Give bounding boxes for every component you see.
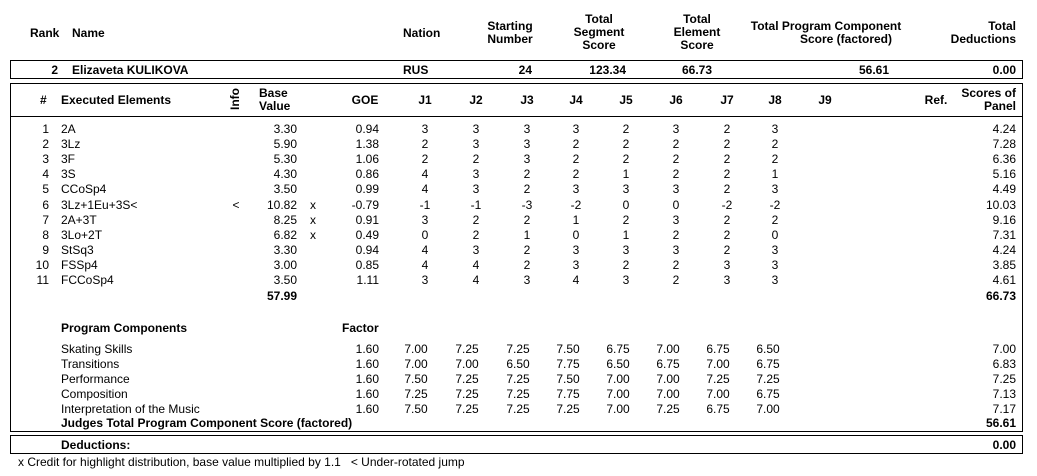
element-base-value: 3.50 <box>273 273 297 287</box>
element-judge-score: 2 <box>771 212 779 227</box>
element-bonus-mark: x <box>310 197 316 212</box>
element-goe: 0.86 <box>355 167 379 182</box>
header-tss-line1: Total <box>585 12 613 26</box>
element-judge-score: 3 <box>523 152 531 167</box>
element-name: StSq3 <box>61 242 94 257</box>
header-name: Name <box>72 26 105 40</box>
element-judge-score: 2 <box>723 242 731 257</box>
element-info: < <box>232 197 240 212</box>
element-judge-score: 3 <box>572 242 580 257</box>
component-judge-score: 7.25 <box>556 402 580 416</box>
header-scores-line1: Scores of <box>961 86 1016 100</box>
element-judge-score: 0 <box>421 227 429 242</box>
skater-starting-number: 24 <box>518 63 532 77</box>
element-bonus-mark: x <box>310 212 316 227</box>
component-panel-score: 7.00 <box>992 342 1016 356</box>
component-panel-score: 7.17 <box>992 402 1016 416</box>
header-judge-4: J4 <box>569 93 583 107</box>
header-element-number: # <box>40 93 47 107</box>
element-judge-score: -2 <box>570 197 582 212</box>
element-judge-score: 2 <box>622 122 630 136</box>
element-judge-score: 2 <box>523 242 531 257</box>
component-panel-score: 7.13 <box>992 387 1016 401</box>
element-judge-score: 3 <box>672 242 680 257</box>
element-base-value: 6.82 <box>273 227 297 242</box>
component-name: Interpretation of the Music <box>61 402 200 416</box>
element-judge-score: 3 <box>771 182 779 197</box>
header-judge-5: J5 <box>619 93 633 107</box>
component-judge-score: 7.00 <box>404 342 428 356</box>
header-nation: Nation <box>403 26 441 40</box>
element-judge-score: 3 <box>771 122 779 136</box>
element-judge-score: 3 <box>472 167 480 182</box>
element-goe: 0.91 <box>355 212 379 227</box>
component-factor: 1.60 <box>355 357 379 371</box>
deductions-label: Deductions: <box>61 438 131 452</box>
component-judge-score: 6.50 <box>506 357 530 371</box>
element-judge-score: 1 <box>572 212 580 227</box>
element-goe: 0.85 <box>355 257 379 272</box>
element-name: 3S <box>61 167 76 182</box>
component-judge-score: 7.50 <box>556 372 580 386</box>
element-number: 11 <box>36 273 49 287</box>
skater-tes: 66.73 <box>681 63 712 77</box>
element-panel-score: 3.85 <box>992 257 1016 272</box>
element-number: 5 <box>42 182 49 197</box>
element-judge-score: 1 <box>622 167 630 182</box>
element-judge-score: 3 <box>572 182 580 197</box>
element-judge-score: 3 <box>672 182 680 197</box>
element-base-value: 3.30 <box>273 242 297 257</box>
element-judge-score: 2 <box>523 212 531 227</box>
element-judge-score: 2 <box>523 167 531 182</box>
element-panel-score: 7.31 <box>992 227 1016 242</box>
component-judge-score: 6.75 <box>756 387 780 401</box>
component-judge-score: 7.00 <box>706 357 730 371</box>
element-base-value: 3.30 <box>273 122 297 136</box>
component-factor: 1.60 <box>355 387 379 401</box>
element-base-value: 5.30 <box>273 152 297 167</box>
skater-name: Elizaveta KULIKOVA <box>72 63 189 77</box>
element-judge-score: 2 <box>672 257 680 272</box>
element-base-value: 8.25 <box>273 212 297 227</box>
element-judge-score: 4 <box>421 182 429 197</box>
element-number: 7 <box>42 212 49 227</box>
element-judge-score: 3 <box>771 242 779 257</box>
element-judge-score: 3 <box>472 122 480 136</box>
element-judge-score: 2 <box>672 167 680 182</box>
element-judge-score: 2 <box>572 167 580 182</box>
element-number: 9 <box>42 242 49 257</box>
element-judge-score: -1 <box>419 197 431 212</box>
header-tss-line3: Score <box>582 38 616 52</box>
element-name: 3F <box>61 152 76 167</box>
header-judge-9: J9 <box>818 93 832 107</box>
element-judge-score: 2 <box>472 227 480 242</box>
element-panel-score: 7.28 <box>992 137 1016 152</box>
skater-rank: 2 <box>51 63 58 77</box>
header-judge-8: J8 <box>768 93 782 107</box>
element-judge-score: 0 <box>771 227 779 242</box>
component-judge-score: 7.25 <box>506 402 530 416</box>
header-tes-line1: Total <box>683 12 711 26</box>
element-judge-score: 2 <box>572 137 580 152</box>
element-judge-score: 4 <box>472 273 480 287</box>
element-panel-score: 4.49 <box>992 182 1016 197</box>
component-judge-score: 7.00 <box>606 387 630 401</box>
element-panel-score: 4.24 <box>992 242 1016 257</box>
element-judge-score: 3 <box>622 242 630 257</box>
element-judge-score: 2 <box>622 257 630 272</box>
component-factor: 1.60 <box>355 402 379 416</box>
element-judge-score: 3 <box>622 273 630 287</box>
element-name: FCCoSp4 <box>61 273 114 287</box>
element-judge-score: 2 <box>523 182 531 197</box>
element-judge-score: 2 <box>723 152 731 167</box>
header-pcs-line1: Total Program Component <box>750 19 902 33</box>
header-number-label: Number <box>487 32 533 46</box>
component-name: Composition <box>61 387 128 401</box>
element-judge-score: 3 <box>672 122 680 136</box>
element-judge-score: 3 <box>421 212 429 227</box>
element-panel-score: 4.61 <box>992 273 1016 287</box>
element-number: 2 <box>42 137 49 152</box>
element-base-value: 3.00 <box>273 257 297 272</box>
element-judge-score: 3 <box>622 182 630 197</box>
element-judge-score: 4 <box>421 167 429 182</box>
element-judge-score: 2 <box>723 227 731 242</box>
component-judge-score: 7.25 <box>506 372 530 386</box>
element-judge-score: -3 <box>521 197 533 212</box>
element-judge-score: 0 <box>622 197 630 212</box>
elements-base-total: 57.99 <box>266 289 297 303</box>
element-panel-score: 9.16 <box>992 212 1016 227</box>
element-judge-score: 0 <box>672 197 680 212</box>
component-judge-score: 7.25 <box>455 372 479 386</box>
element-judge-score: 2 <box>622 152 630 167</box>
component-judge-score: 7.25 <box>455 342 479 356</box>
component-judge-score: 7.25 <box>706 372 730 386</box>
component-judge-score: 7.00 <box>656 387 680 401</box>
element-judge-score: 2 <box>672 152 680 167</box>
element-name: 3Lz+1Eu+3S< <box>61 197 138 212</box>
element-name: FSSp4 <box>61 257 98 272</box>
element-judge-score: 3 <box>421 122 429 136</box>
header-judge-2: J2 <box>469 93 483 107</box>
element-judge-score: 3 <box>572 257 580 272</box>
element-name: 3Lz <box>61 137 81 152</box>
element-base-value: 5.90 <box>273 137 297 152</box>
component-judge-score: 7.25 <box>506 342 530 356</box>
element-panel-score: 5.16 <box>992 167 1016 182</box>
element-name: CCoSp4 <box>61 182 107 197</box>
element-judge-score: 3 <box>723 273 731 287</box>
element-judge-score: 3 <box>472 137 480 152</box>
components-total-value: 56.61 <box>985 416 1016 430</box>
component-judge-score: 7.75 <box>556 387 580 401</box>
header-judge-7: J7 <box>720 93 734 107</box>
element-judge-score: 3 <box>472 182 480 197</box>
header-judge-6: J6 <box>669 93 683 107</box>
element-number: 6 <box>42 197 49 212</box>
element-panel-score: 10.03 <box>985 197 1016 212</box>
element-judge-score: 4 <box>472 257 480 272</box>
header-scores-line2: Panel <box>983 99 1016 113</box>
header-judge-3: J3 <box>520 93 534 107</box>
header-ded-line1: Total <box>988 19 1016 33</box>
component-panel-score: 6.83 <box>992 357 1016 371</box>
skater-tss: 123.34 <box>589 63 626 77</box>
element-base-value: 3.50 <box>273 182 297 197</box>
element-judge-score: 1 <box>771 167 779 182</box>
element-panel-score: 6.36 <box>992 152 1016 167</box>
header-judge-1: J1 <box>418 93 432 107</box>
skater-nation: RUS <box>403 63 429 77</box>
element-judge-score: 2 <box>622 212 630 227</box>
element-judge-score: 2 <box>723 212 731 227</box>
element-name: 2A+3T <box>61 212 97 227</box>
elements-panel-total: 66.73 <box>985 289 1016 303</box>
component-factor: 1.60 <box>355 342 379 356</box>
element-judge-score: 2 <box>472 212 480 227</box>
element-judge-score: 2 <box>672 227 680 242</box>
element-judge-score: 3 <box>472 242 480 257</box>
component-judge-score: 7.25 <box>656 402 680 416</box>
component-judge-score: 7.25 <box>756 372 780 386</box>
element-number: 3 <box>42 152 49 167</box>
component-judge-score: 7.75 <box>556 357 580 371</box>
element-judge-score: 3 <box>723 257 731 272</box>
component-judge-score: 6.75 <box>706 342 730 356</box>
element-judge-score: 2 <box>723 167 731 182</box>
element-name: 2A <box>61 122 76 136</box>
element-judge-score: 3 <box>523 122 531 136</box>
header-starting-label: Starting <box>487 19 533 33</box>
component-judge-score: 7.00 <box>706 387 730 401</box>
element-judge-score: 2 <box>672 273 680 287</box>
element-judge-score: 2 <box>421 137 429 152</box>
element-judge-score: 2 <box>723 137 731 152</box>
element-judge-score: 4 <box>421 257 429 272</box>
deductions-value: 0.00 <box>992 438 1016 452</box>
element-judge-score: 2 <box>672 137 680 152</box>
element-judge-score: 2 <box>771 137 779 152</box>
element-goe: -0.79 <box>351 197 379 212</box>
element-name: 3Lo+2T <box>61 227 103 242</box>
header-goe: GOE <box>351 93 379 107</box>
header-ref: Ref. <box>924 93 948 107</box>
element-judge-score: 3 <box>771 257 779 272</box>
component-name: Skating Skills <box>61 342 133 356</box>
element-judge-score: 3 <box>572 122 580 136</box>
component-judge-score: 7.00 <box>656 342 680 356</box>
element-goe: 1.38 <box>355 137 379 152</box>
component-judge-score: 6.50 <box>606 357 630 371</box>
component-judge-score: 7.00 <box>606 402 630 416</box>
component-judge-score: 7.00 <box>455 357 479 371</box>
component-factor: 1.60 <box>355 372 379 386</box>
element-goe: 0.94 <box>355 122 379 136</box>
element-judge-score: 1 <box>622 227 630 242</box>
element-judge-score: 2 <box>771 152 779 167</box>
header-tes-line2: Element <box>673 25 721 39</box>
header-base-line2: Value <box>259 99 291 113</box>
element-judge-score: 2 <box>723 182 731 197</box>
skater-pcs: 56.61 <box>858 63 889 77</box>
skater-ded: 0.00 <box>992 63 1016 77</box>
element-judge-score: 4 <box>572 273 580 287</box>
element-panel-score: 4.24 <box>992 122 1016 136</box>
element-judge-score: 1 <box>523 227 531 242</box>
header-info: Info <box>228 88 242 110</box>
element-judge-score: 3 <box>672 212 680 227</box>
element-goe: 1.06 <box>355 152 379 167</box>
footnote: x Credit for highlight distribution, base value multiplied by 1.1 < Under-rotated jump <box>18 455 465 469</box>
header-rank: Rank <box>30 26 60 40</box>
element-bonus-mark: x <box>310 227 316 242</box>
components-total-label: Judges Total Program Component Score (factored) <box>61 416 353 430</box>
element-judge-score: 2 <box>723 122 731 136</box>
program-components-title: Program Components <box>61 321 188 335</box>
element-number: 4 <box>42 167 49 182</box>
element-judge-score: -1 <box>470 197 482 212</box>
component-judge-score: 6.50 <box>756 342 780 356</box>
element-goe: 0.49 <box>355 227 379 242</box>
component-judge-score: 6.75 <box>706 402 730 416</box>
element-judge-score: 2 <box>523 257 531 272</box>
component-name: Performance <box>61 372 130 386</box>
component-judge-score: 7.00 <box>404 357 428 371</box>
element-judge-score: -2 <box>769 197 781 212</box>
element-judge-score: 2 <box>622 137 630 152</box>
component-judge-score: 7.50 <box>404 402 428 416</box>
element-number: 1 <box>42 122 49 136</box>
element-base-value: 10.82 <box>266 197 297 212</box>
component-judge-score: 7.25 <box>506 387 530 401</box>
header-ded-line2: Deductions <box>950 32 1016 46</box>
header-pcs-line2: Score (factored) <box>799 32 893 46</box>
element-number: 8 <box>42 227 49 242</box>
element-judge-score: 3 <box>523 273 531 287</box>
element-judge-score: 3 <box>421 273 429 287</box>
element-judge-score: 4 <box>421 242 429 257</box>
component-name: Transitions <box>61 357 120 371</box>
component-judge-score: 6.75 <box>606 342 630 356</box>
element-number: 10 <box>35 257 49 272</box>
component-judge-score: 7.25 <box>455 387 479 401</box>
component-judge-score: 7.00 <box>656 372 680 386</box>
element-goe: 0.99 <box>355 182 379 197</box>
element-base-value: 4.30 <box>273 167 297 182</box>
header-base-line1: Base <box>259 86 288 100</box>
element-goe: 1.11 <box>356 273 379 287</box>
header-tss-line2: Segment <box>573 25 625 39</box>
component-judge-score: 6.75 <box>656 357 680 371</box>
component-judge-score: 7.00 <box>606 372 630 386</box>
element-judge-score: 3 <box>523 137 531 152</box>
element-judge-score: 2 <box>421 152 429 167</box>
component-judge-score: 7.50 <box>556 342 580 356</box>
component-judge-score: 6.75 <box>756 357 780 371</box>
header-tes-line3: Score <box>680 38 714 52</box>
deductions-box <box>10 435 1023 454</box>
component-judge-score: 7.25 <box>455 402 479 416</box>
component-judge-score: 7.25 <box>404 387 428 401</box>
program-components-factor-header: Factor <box>342 321 379 335</box>
element-judge-score: -2 <box>721 197 733 212</box>
component-panel-score: 7.25 <box>992 372 1016 386</box>
component-judge-score: 7.00 <box>756 402 780 416</box>
element-judge-score: 2 <box>572 152 580 167</box>
element-judge-score: 0 <box>572 227 580 242</box>
details-header-divider <box>10 116 1023 117</box>
component-judge-score: 7.50 <box>404 372 428 386</box>
element-judge-score: 3 <box>771 273 779 287</box>
element-goe: 0.94 <box>355 242 379 257</box>
element-judge-score: 2 <box>472 152 480 167</box>
header-executed-elements: Executed Elements <box>61 93 172 107</box>
